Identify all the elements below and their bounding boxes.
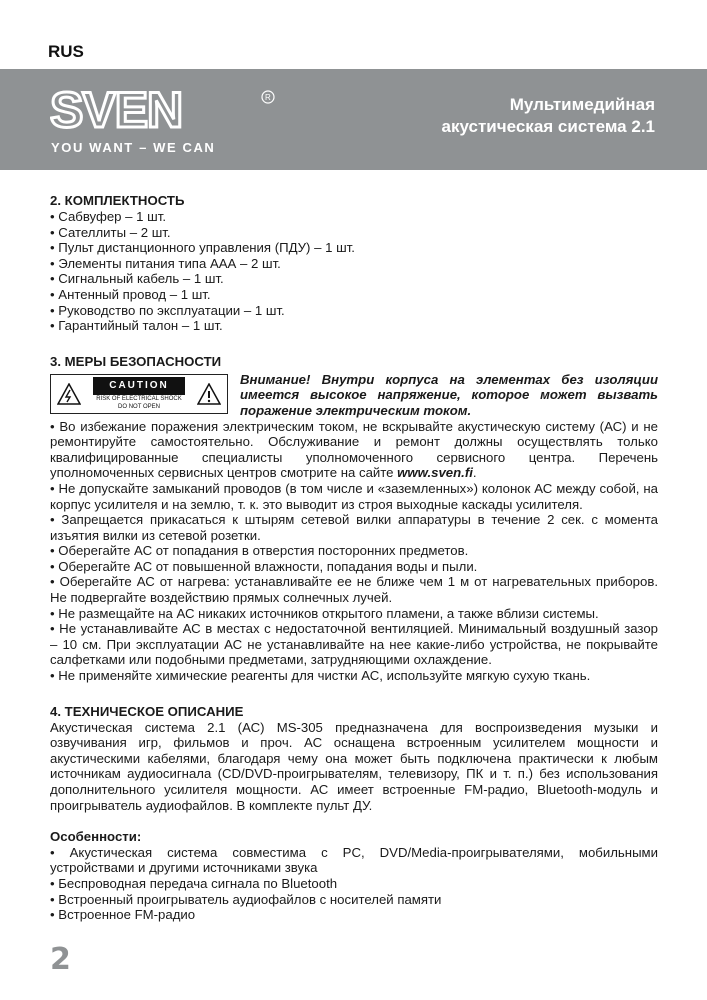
list-item: • Сабвуфер – 1 шт. (50, 209, 167, 224)
product-title (442, 94, 655, 138)
features-title: Особенности: (50, 829, 142, 845)
list-item: • Встроенное FM-радио (50, 907, 196, 923)
list-item: • Сателлиты – 2 шт. (50, 224, 171, 240)
section-title: 3. МЕРЫ БЕЗОПАСНОСТИ (50, 353, 222, 369)
section-safety (50, 354, 658, 684)
list-item: • Элементы питания типа ААА – 2 шт. (50, 255, 281, 271)
language-label: RUS (48, 42, 84, 61)
svg-text:SVEN: SVEN (50, 89, 183, 135)
list-item: • Встроенный проигрыватель аудиофайлов с носителей памяти (50, 891, 442, 907)
list-item: • Не применяйте химические реагенты для чистки АС, используйте мягкую сухую ткань. (50, 668, 591, 684)
completeness-list (50, 209, 658, 334)
tagline: YOU WANT – WE CAN (51, 140, 216, 155)
caution-title: CAUTION (93, 377, 185, 395)
website-link[interactable]: www.sven.fi (397, 465, 473, 481)
section-tech-description (50, 704, 658, 923)
list-item (50, 419, 658, 481)
page-number: 2 (50, 942, 71, 977)
description-paragraph: Акустическая система 2.1 (АС) MS-305 предназначена для воспроизведения музыки и озвучивания игр, фильмов и проч. АС оснащена встроенным усилителем мощности и акустическими кабелями, благодаря чему она может быть подключена практически к любым источникам аудиосигнала (CD/DVD-проигрывателям, телевизору, ПК и т. п.) без использования дополнительного усилителя мощности. АС имеет встроенные FM-радио, Bluetooth-модуль и проигрыватель аудиофайлов. В комплекте пульт ДУ. (50, 719, 658, 813)
section-title: 4. ТЕХНИЧЕСКОЕ ОПИСАНИЕ (50, 703, 244, 719)
svg-text:R: R (265, 93, 271, 102)
list-item: • Не допускайте замыканий проводов (в том числе и «заземленных») колонок АС между собой, на корпус усилителя и на землю, т. к. это выводит из строя выходные каскады усилителя. (50, 480, 658, 512)
section-title: 2. КОМПЛЕКТНОСТЬ (50, 193, 185, 208)
safety-list (50, 419, 658, 684)
list-item: • Акустическая система совместима с PC, DVD/Media-проигрывателями, мобильными устройствами и другими источниками звука (50, 844, 658, 876)
main-content (50, 193, 658, 943)
list-item: • Оберегайте АС от нагрева: устанавливайте ее не ближе чем 1 м от нагревательных приборов. Не подвергайте воздействию прямых солнечных лучей. (50, 574, 658, 606)
list-item: • Руководство по эксплуатации – 1 шт. (50, 302, 285, 318)
list-item: • Оберегайте АС от попадания в отверстия посторонних предметов. (50, 543, 469, 559)
caution-line2: DO NOT OPEN (118, 403, 160, 410)
list-item-text: • Во избежание поражения электрическим током, не вскрывайте акустическую систему (АС) и не ремонтируйте самостоятельно. Обслуживание и ремонт должны осуществлять только квалифицированные специалисты уполномоченного сервисного центра. Перечень уполномоченных сервисных центров смотрите на сайте (50, 418, 658, 481)
list-item: • Беспроводная передача сигнала по Bluetooth (50, 875, 338, 891)
lightning-warning-icon (57, 383, 81, 405)
list-item: • Сигнальный кабель – 1 шт. (50, 271, 224, 287)
section-completeness (50, 193, 658, 334)
warning-text: Внимание! Внутри корпуса на элементах без изоляции имеется высокое напряжение, которое может вызвать поражение электрическим током. (240, 371, 658, 418)
list-item: • Антенный провод – 1 шт. (50, 286, 211, 302)
list-item: • Гарантийный талон – 1 шт. (50, 318, 223, 334)
caution-row (50, 372, 658, 419)
list-item: • Не размещайте на АС никаких источников открытого пламени, а также вблизи системы. (50, 605, 599, 621)
header-band (0, 69, 707, 170)
list-item-end: . (472, 465, 477, 481)
caution-line1: RISK OF ELECTRICAL SHOCK (96, 395, 182, 402)
caution-text-block (93, 377, 185, 411)
list-item: • Оберегайте АС от повышенной влажности, попадания воды и пыли. (50, 558, 478, 574)
product-title-line1: Мультимедийная (509, 95, 655, 114)
exclamation-warning-icon (197, 383, 221, 405)
sven-logo-mark (50, 89, 280, 135)
sven-logo (50, 89, 280, 135)
list-item: • Не устанавливайте АС в местах с недостаточной вентиляцией. Минимальный воздушный зазор – 10 см. При эксплуатации АС не устанавливайте на нее какие-либо устройства, не покрывайте салфетками или подобными предметами, затрудняющими охлаждение. (50, 621, 658, 668)
caution-label (50, 374, 228, 414)
list-item: • Пульт дистанционного управления (ПДУ) – 1 шт. (50, 240, 355, 256)
features-list (50, 845, 658, 923)
product-title-line2: акустическая система 2.1 (441, 117, 655, 136)
list-item: • Запрещается прикасаться к штырям сетевой вилки аппаратуры в течение 2 сек. с момента изъятия вилки из сетевой розетки. (50, 512, 658, 543)
